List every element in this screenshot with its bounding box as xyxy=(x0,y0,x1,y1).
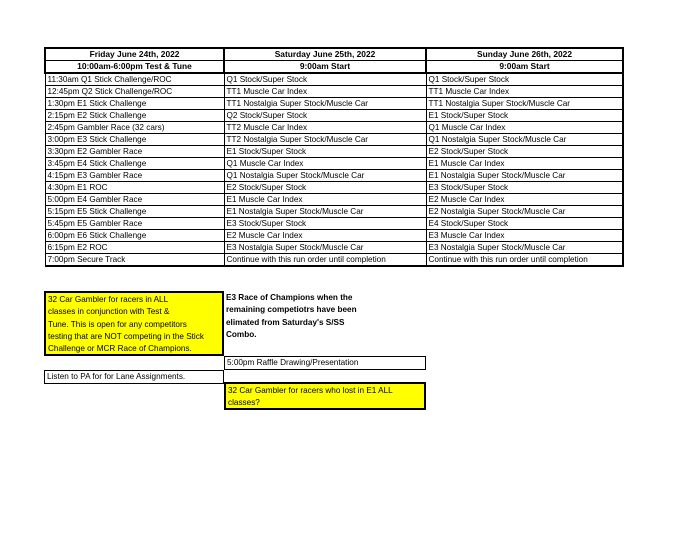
header-start-row xyxy=(45,61,623,74)
note-line: testing that are NOT competing in the Stick xyxy=(48,331,204,341)
schedule-row xyxy=(45,73,623,86)
sunday-cell: E3 Stock/Super Stock xyxy=(426,182,623,194)
saturday-cell: TT2 Nostalgia Super Stock/Muscle Car xyxy=(224,134,426,146)
sunday-start: 9:00am Start xyxy=(426,61,623,74)
friday-cell: 6:15pm E2 ROC xyxy=(45,242,224,254)
race-schedule-table xyxy=(44,47,624,267)
friday-cell: 2:15pm E2 Stick Challenge xyxy=(45,110,224,122)
sunday-cell: E3 Muscle Car Index xyxy=(426,230,623,242)
sunday-cell: E4 Stock/Super Stock xyxy=(426,218,623,230)
sunday-cell: Q1 Muscle Car Index xyxy=(426,122,623,134)
saturday-cell: E2 Stock/Super Stock xyxy=(224,182,426,194)
friday-cell: 5:45pm E5 Gambler Race xyxy=(45,218,224,230)
sunday-cell: E3 Nostalgia Super Stock/Muscle Car xyxy=(426,242,623,254)
note-line: 32 Car Gambler for racers who lost in E1 ALL xyxy=(228,386,393,395)
schedule-row xyxy=(45,98,623,110)
saturday-cell: Q2 Stock/Super Stock xyxy=(224,110,426,122)
note-line: classes in conjunction with Test & xyxy=(48,307,170,317)
note-line: E3 Race of Champions when the xyxy=(226,293,353,302)
saturday-gambler-note xyxy=(224,382,426,410)
schedule-row xyxy=(45,182,623,194)
sunday-cell: Q1 Stock/Super Stock xyxy=(426,73,623,86)
schedule-row xyxy=(45,134,623,146)
schedule-row xyxy=(45,146,623,158)
note-line: Challenge or MCR Race of Champions. xyxy=(48,344,192,354)
friday-cell: 5:00pm E4 Gambler Race xyxy=(45,194,224,206)
schedule-row xyxy=(45,110,623,122)
saturday-cell: TT2 Muscle Car Index xyxy=(224,122,426,134)
schedule-row xyxy=(45,206,623,218)
saturday-cell: Q1 Muscle Car Index xyxy=(224,158,426,170)
saturday-cell: E1 Stock/Super Stock xyxy=(224,146,426,158)
friday-cell: 12:45pm Q2 Stick Challenge/ROC xyxy=(45,86,224,98)
sunday-cell: TT1 Muscle Car Index xyxy=(426,86,623,98)
friday-gambler-note xyxy=(44,291,224,356)
note-line: Tune. This is open for any competitors xyxy=(48,319,187,329)
saturday-cell: E3 Stock/Super Stock xyxy=(224,218,426,230)
saturday-cell: E3 Nostalgia Super Stock/Muscle Car xyxy=(224,242,426,254)
note-line: classes? xyxy=(228,398,260,408)
sunday-cell: TT1 Nostalgia Super Stock/Muscle Car xyxy=(426,98,623,110)
schedule-row xyxy=(45,194,623,206)
note-line: Combo. xyxy=(226,329,257,339)
schedule-row xyxy=(45,218,623,230)
saturday-cell: TT1 Muscle Car Index xyxy=(224,86,426,98)
saturday-cell: E2 Muscle Car Index xyxy=(224,230,426,242)
saturday-cell: Continue with this run order until completion xyxy=(224,254,426,267)
schedule-row xyxy=(45,170,623,182)
sunday-cell: E2 Nostalgia Super Stock/Muscle Car xyxy=(426,206,623,218)
sunday-cell: Q1 Nostalgia Super Stock/Muscle Car xyxy=(426,134,623,146)
saturday-header: Saturday June 25th, 2022 xyxy=(224,48,426,61)
sunday-cell: Continue with this run order until completion xyxy=(426,254,623,267)
friday-start: 10:00am-6:00pm Test & Tune xyxy=(45,61,224,74)
schedule-row xyxy=(45,242,623,254)
note-line: remaining competiotrs have been xyxy=(226,305,357,315)
saturday-cell: TT1 Nostalgia Super Stock/Muscle Car xyxy=(224,98,426,110)
schedule-row xyxy=(45,158,623,170)
saturday-cell: E1 Muscle Car Index xyxy=(224,194,426,206)
friday-cell: 3:30pm E2 Gambler Race xyxy=(45,146,224,158)
header-day-row xyxy=(45,48,623,61)
schedule-row xyxy=(45,86,623,98)
friday-cell: 6:00pm E6 Stick Challenge xyxy=(45,230,224,242)
saturday-start: 9:00am Start xyxy=(224,61,426,74)
friday-cell: 5:15pm E5 Stick Challenge xyxy=(45,206,224,218)
note-line: elimated from Saturday's S/SS xyxy=(226,317,345,327)
sunday-cell: E1 Nostalgia Super Stock/Muscle Car xyxy=(426,170,623,182)
schedule-row xyxy=(45,230,623,242)
sunday-cell: E2 Stock/Super Stock xyxy=(426,146,623,158)
friday-cell: 7:00pm Secure Track xyxy=(45,254,224,267)
friday-cell: 4:30pm E1 ROC xyxy=(45,182,224,194)
sunday-header: Sunday June 26th, 2022 xyxy=(426,48,623,61)
friday-cell: 3:00pm E3 Stick Challenge xyxy=(45,134,224,146)
raffle-note: 5:00pm Raffle Drawing/Presentation xyxy=(224,356,426,370)
friday-cell: 3:45pm E4 Stick Challenge xyxy=(45,158,224,170)
sunday-cell: E1 Stock/Super Stock xyxy=(426,110,623,122)
schedule-row xyxy=(45,122,623,134)
friday-cell: 1:30pm E1 Stick Challenge xyxy=(45,98,224,110)
friday-cell: 4:15pm E3 Gambler Race xyxy=(45,170,224,182)
saturday-cell: E1 Nostalgia Super Stock/Muscle Car xyxy=(224,206,426,218)
friday-header: Friday June 24th, 2022 xyxy=(45,48,224,61)
pa-lane-note: Listen to PA for for Lane Assignments. xyxy=(44,370,224,384)
schedule-row xyxy=(45,254,623,267)
note-line: 32 Car Gambler for racers in ALL xyxy=(48,295,169,304)
e3-roc-note xyxy=(226,292,426,341)
saturday-cell: Q1 Stock/Super Stock xyxy=(224,73,426,86)
saturday-cell: Q1 Nostalgia Super Stock/Muscle Car xyxy=(224,170,426,182)
sunday-cell: E1 Muscle Car Index xyxy=(426,158,623,170)
friday-cell: 11:30am Q1 Stick Challenge/ROC xyxy=(45,73,224,86)
sunday-cell: E2 Muscle Car Index xyxy=(426,194,623,206)
friday-cell: 2:45pm Gambler Race (32 cars) xyxy=(45,122,224,134)
